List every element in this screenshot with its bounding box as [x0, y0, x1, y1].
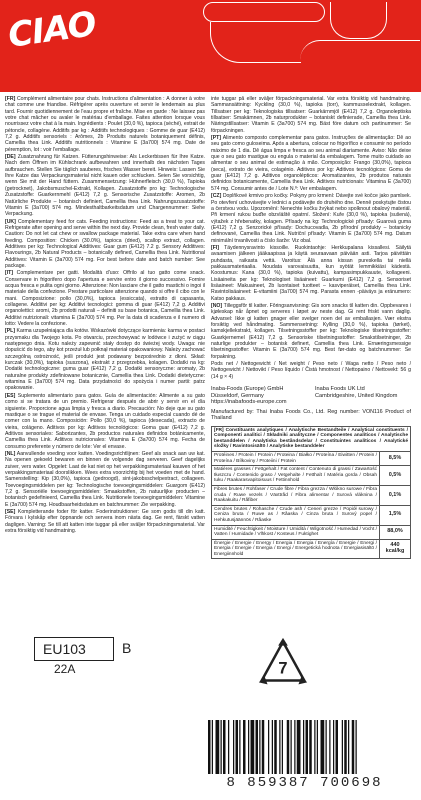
table-row [212, 485, 411, 505]
analysis-table [211, 426, 411, 560]
barcode-bar [294, 720, 295, 774]
paragraph-text: Complementary feed for cats. Feeding instructions: Feed as a treat to your cat. Refrigerate after opening and serve within the next day. Provide clean, fresh water daily. Caution: Do not let cat chew or swallow package material. Take extra care when hand feeding. Composition: Chicken (30.0%), tapioca (dried), scallop extract, collagen. Additives per kg: Technological Additives: Guar gum (E412) 7.2 g. Sensory Additives: Flavourings, 2b Natural Products – botanically defined, Camellia thea Link. Nutritional Additives: Vitamin E (3a700) 574 mg. For best before date and batch number: See package. [5, 218, 205, 269]
barcode-bar [342, 720, 343, 774]
table-row [212, 451, 411, 465]
barcode-bar [333, 720, 334, 774]
paragraph-text: Complément alimentaire pour chats. Instructions d'alimentation : À donner à votre chat comme une friandise. Réfrigérer après ouverture et servir le lendemain au plus tard. Fournir quotidiennement de l'eau propre et fraîche. Mise en garde : Ne laissez pas votre chat mâcher ou avaler le matériau d'emballage. Faites attention lorsque vous nourrissez votre chat à la main. Ingrédients : Poulet (30,0 %), tapioca (séché), extrait de pétoncle, collagène. Additifs par kg : Additifs technologiques : Gomme de guar (E412) 7,2 g. Additifs sensoriels : Arômes, 2b Produits naturels botaniquement définis, Camellia thea Link. Additifs nutritionnels : Vitamine E (3a700) 574 mg. Date de péremption, lot : voir l'emballage. [5, 96, 205, 153]
nutrient-label: Matières grasses / Fettgehalt / Fat content / Contenuto di grassi / Zawartość tłuszczu / Contenido graso / Vetgehalte / Fetthalt / Matéria gorda / Obsah tuku / Raakarasvapitoisuus / Fettinnhold [212, 466, 380, 486]
label-text [5, 96, 416, 630]
text-paragraph [211, 96, 411, 134]
text-paragraph [5, 451, 205, 508]
analysis-header: [FR] Constituants analytiques / Analytische Bestandteile / Analytical constituents / Componenti analitici / Składniki analityczne / Componentes analíticos / Analytische bestanddelen / Analytiska beståndsdelar / Constituintes analíticos / Analytické složky / Ravintosisältö / Analytiske bestanddeler [212, 426, 411, 451]
pack-tab-outline [210, 22, 301, 63]
text-paragraph [5, 270, 205, 327]
nutrient-label: Humidité / Feuchtigkeit / Moisture / Umidità / Wilgotność / Humedad / Vocht / Vatten / Humidade / Vlhkost / Kosteus / Fuktighet [212, 525, 380, 539]
barcode-bar [233, 720, 234, 774]
nutrient-value: 440 kcal/kg [380, 539, 411, 559]
nutrient-label: Énergie / Energie / Energy / Energia / Energia / Energía / Energie / Energi / Energia / Energie / Energia / Energi / Energetická hodnota / Energiasisältö / Energiinnhold [212, 539, 380, 559]
nutrient-label: Cendres brutes / Rohasche / Crude ash / Ceneri grezze / Popiół surowy / Ceniza bruta / Ruwe as / Råaska / Cinza bruta / Surový popel / Hehkutusjäännös / Råaske [212, 505, 380, 525]
paragraph-text: Zusatznahrung für Katzen. Fütterungshinweise: Als Leckerbissen für Ihre Katze. Nach dem Öffnen im Kühlschrank aufbewahren und innerhalb des nächsten Tages aufbrauchen. Stellen Sie täglich sauberes, frisches Wasser bereit. Hinweis: Lassen Sie Ihre Katze das Verpackungsmaterial nicht kauen oder schlucken. Seien Sie vorsichtig, wenn Sie mit der Hand füttern. Zusammensetzung: Hühnerfleisch (30,0 %), Tapioka (getrocknet), Jakobsmuschel-Extrakt, Kollagen. Zusatzstoffe pro kg: Technologische Zusatzstoffe: Guarkernmehl (E412) 7,2 g. Sensorische Zusatzstoffe: Aromen, 2b Natürliche Produkte – botanisch definiert, Camellia thea Link. Nahrungszusatzstoffe: Vitamin E (3a700) 574 mg. Mindesthaltbarkeitsdatum und Chargennummer: Siehe Verpackung. [5, 154, 205, 218]
table-row [212, 525, 411, 539]
paragraph-text: Kompletterande foder för katter. Foderinstruktioner: Ge som godis till din katt. Förvara i kylskåp efter öppnande och servera inom nästa dag. Ge rent, färskt vatten dagligen. Varning: Se till att katten inte tuggar på eller sväljer förpackningsmaterial. Var extra försiktig vid handmatning. [5, 509, 205, 535]
barcode-bar [336, 720, 339, 774]
barcode-bar [329, 720, 330, 774]
barcode-bar [314, 720, 315, 774]
text-paragraph [5, 328, 205, 391]
barcode-bar [317, 720, 318, 774]
text-paragraph [5, 509, 205, 534]
barcode-bar [221, 720, 222, 774]
barcode-bar [297, 720, 301, 774]
barcode-bar [279, 720, 280, 774]
recycle-number: 7 [278, 659, 288, 678]
barcode-bar [344, 720, 347, 774]
barcode-bar [356, 720, 357, 774]
paragraph-text: Aanvullende voeding voor katten. Voedingsrichtlijnen: Geef als snack aan uw kat. Na openen gekoeld bewaren en binnen de volgende dag serveren. Geef dagelijks zuiver, vers water. Opgelet: Laat de kat niet op het verpakkingsmateriaal kauwen of het verpakkingsmateriaal doorslikken. Wees extra voorzichtig bij het voeden met de hand. Samenstelling: Kip (30,0%), tapioca (gedroogd), sint-jakobsschelpextract, collageen. Toevoegingsmiddelen per kg: Technologische toevoegingsmiddelen: Guargom (E412) 7,2 g. Sensoriële toevoegingsmiddelen: Smaakstoffen, 2b natuurlijke producten – botanisch gedefinieerd, Camellia thea Link. Nutritionele toevoegingsmiddelen: Vitamine E (3a700) 574 mg. Houdbaarheidsdatum en batchnummer: Zie verpakking. [5, 450, 205, 508]
language-tag: [NL] [5, 450, 16, 457]
barcode-bar [303, 720, 304, 774]
text-paragraph [5, 219, 205, 270]
barcode-bar [208, 720, 211, 774]
nutrient-value: 0,5% [380, 466, 411, 486]
barcode-bar [306, 720, 309, 774]
paragraph-text: inte tuggar på eller sväljer förpackningsmaterial. Var extra försiktig vid handmatning. Sammansättning: Kyckling (30,0 %), tapioka (torr), kammusselextrakt, kollagen. Tillsatser per kg: Teknologiska tillsatser: Guarkärnmjöl (E412) 7,2 g. Organoleptiska tillsatser: Smakämnen, 2b naturprodukter – botaniskt definierade, Camellia thea Link. Näringstillsatser: Vitamin E (3a700) 574 mg. Bäst före datum och partinummer: Se förpackningen. [211, 96, 411, 134]
paragraph-text: Täydennysravinto kissoille. Ruokintaohje: Herkkupalana kissallesi. Säilytä avaamisen jälkeen jääkaapissa ja käytä seuraavaan päivään asti. Tarjoa päivittäin puhdasta, raikasta vettä. Varoitus: Älä anna kissan pureskella tai niellä pakkausmateriaalia. Noudata varovaisuutta, kun syötät lemmikkiäsi kädestä. Koostumus: Kana (30,0 %), tapioka (kuivattu), kampasimpukkauute, kollageeni. Lisäaineita per kg: Teknologiset lisäaineet: Guarkumi (E412) 7,2 g. Sensoriset lisäaineet: Makuaineet, 2b luontaiset tuotteet – kasviperäiset, Camellia thea Link. Ravintolisäaineet: E-vitamiini (3a700) 574 mg. Parasta ennen -päiväys ja eränumero: Katso pakkaus. [211, 244, 411, 302]
text-paragraph [211, 303, 411, 360]
barcode-bar [321, 720, 325, 774]
barcode-bar [262, 720, 265, 774]
text-paragraph [5, 393, 205, 450]
barcode-bar [248, 720, 249, 774]
language-tag: [FI] [211, 244, 219, 251]
pack-tab-outline [203, 2, 325, 22]
pack-tab-outline [300, 40, 420, 71]
barcode-bar [236, 720, 239, 774]
barcode-digits: 8 859387 700698 [226, 775, 383, 791]
barcode-bar [352, 720, 355, 774]
text-paragraph [5, 154, 205, 217]
nutrient-value: 1,5% [380, 505, 411, 525]
barcode-bar [287, 720, 290, 774]
pack-tab-outline [330, 2, 387, 39]
barcode-bar [239, 720, 240, 774]
lot-code: EU103 [43, 641, 86, 657]
barcode-icon [200, 720, 405, 780]
brand-header [0, 0, 421, 92]
table-row [212, 505, 411, 525]
lot-box [34, 637, 114, 661]
barcode-bar [216, 720, 220, 774]
table-row [212, 539, 411, 559]
language-tag: [NO] [211, 303, 223, 309]
language-tag: [FR] [5, 96, 16, 102]
language-tag: [CZ] [211, 193, 222, 200]
text-paragraph [211, 361, 411, 380]
language-tag: [PT] [211, 135, 221, 142]
table-row [212, 466, 411, 486]
barcode-bar [282, 720, 283, 774]
paragraph-text: Tilleggsfôr til katter. Fôringsanvisning: Gis som snacks til katten din. Oppbevares i kjøleskap når åpnet og serveres i løpet av neste dag. Gi rent friskt vann daglig. Advarsel: Ikke gi katten gnager eller svelger noen del av emballasjen. Vær ekstra forsiktig ved håndmating. Sammensetning: Kylling (30,0 %), tapioka (tørket), kamskjellekstrakt, kollagen. Tilsetningsstoffer per kg: Teknologiske tilsetningsstoffer: Guarkjernemel (E412) 7,2 g. Sensoriske tilsetningsstoffer: Smakstilsetninger, 2b naturlige produkter – botanisk definert, Camellia thea Link. Ernæringsmessige tilsetningsstoffer: Vitamin E (3a700) 574 mg. Best før-dato og batchnummer: Se forpakning. [211, 303, 411, 360]
language-tag: [ES] [5, 392, 16, 399]
barcode-bar [259, 720, 260, 774]
paragraph-text: Pods net / Nettogewicht / Net weight / Peso neto / Waga netto / Peso neto / Nettogewicht / Nettovikt / Peso líquido / Čistá hmotnost / Nettopaino / Nettovekt: 56 g (14 g × 4) [211, 361, 411, 380]
barcode-bar [223, 720, 226, 774]
lot-suffix: B [122, 640, 132, 656]
address-block [211, 386, 411, 406]
ciao-logo: CIAO [5, 4, 99, 56]
language-tag: [SE] [5, 509, 16, 515]
text-paragraph [5, 96, 205, 153]
barcode-bar [268, 720, 269, 774]
language-tag: [UK] [5, 218, 16, 225]
manufacturer-line: Manufactured by: Thai Inaba Foods Co., Ltd. Reg number: VON116 Product of Thailand [211, 408, 411, 422]
paragraph-text: Suplemento alimentario para gatos. Guía de alimentación: Alimente a su gato como si se tratara de un premio. Refrigerar después de abrir y servir en el día siguiente. Proporcione agua limpia y fresca a diario. Precaución: No deje que su gato mastique o se trague el material de envase. Tenga un cuidado especial cuando dé de comer con la mano. Composición: Pollo (30,0 %), tapioca (desecada), extracto de vieira, colágeno. Aditivos por kg: Aditivos tecnológicos: Goma guar (E412) 7,2 g. Aditivos sensoriales: Saborizantes, 2b productos naturales definidos botánicamente, Camellia thea Link. Aditivos nutricionales: Vitamina E (3a700) 574 mg. Fecha de consumo preferente y número de lote: Ver el envase. [5, 392, 205, 450]
nutrient-label: Fibres brutes / Rohfaser / Crude fibre / Fibra grezza / Włókno surowe / Fibra cruda / Ruwe vezels / Växttråd / Fibra alimentar / Surová vláknina / Raakakuitu / Råfiber [212, 485, 380, 505]
nutrient-value: 88,0% [380, 525, 411, 539]
paragraph-text: Complementare per gatti. Modalità d'uso: Offrilo al tuo gatto come snack. Conservare in frigorifero dopo l'apertura e servire entro il giorno successivo. Fornire acqua fresca e pulita ogni giorno. Attenzione: Non lasciare che il gatto mastichi o ingoi il materiale della confezione. Prestare particolare attenzione quando si offre il cibo con le mani. Composizione: pollo (30,0%), tapioca (essiccata), estratto di capasanta, collagene. Additivi per kg: Additivi tecnologici: gomma di guar (E412) 7,2 g. Additivi organolettici: aromi, 2b prodotti naturali – definiti su base botanica, Camellia thea Link. Additivi nutrizionali: vitamina E (3a700) 574 mg. Per la data di scadenza e il numero di lotto: Vedere la confezione. [5, 270, 205, 328]
paragraph-text: Doplňkové krmivo pro kočky. Pokyny pro krmení: Dávejte své kočce jako pamlsek. Po otevření uchovávejte v lednici a podávejte do druhého dne. Denně poskytujte čistou a čerstvou vodu. Upozornění: Nenechte kočku žvýkat nebo spolknout obalový materiál. Při krmení rukou buďte obzvláště opatrní. Složení: Kuře (30,0 %), tapioka (sušená), výtažek z hřebenatky, kolagen. Přísady na kg: Technologické přísady: Guarová guma (E412) 7,2 g. Senzorické přísady: Dochucovadla, 2b přírodní produkty – botanicky definované, Camellia thea Link. Nutriční přísady: Vitamin E (3a700) 574 mg. Datum minimální trvanlivosti a číslo šarže: Viz obal. [211, 193, 411, 244]
paragraph-text: Karma uzupełniająca dla kotów. Wskazówki dotyczące karmienia: karma w postaci przysmaku dla Twojego kota. Po otwarciu, przechowywać w lodówce i zużyć w ciągu następnego dnia. Kotu należy zapewnić stały dostęp do świeżej wody. Uwaga: nie dopuścić do tego, aby kot przeżuł lub połknął materiał opakowaniowy. Należy zachować szczególną ostrożność, jeśli produkt jest podawany bezpośrednio z dłoni. Skład: kurczak (30,0%), tapioka (suszona), ekstrakt z przegrzebka, kolagen. Dodatki na kg: Dodatki technologiczne: guma guar (E412) 7,2 g. Dodatki sensoryczne: aromaty, 2b naturalne produkty zdefiniowane botanicznie, Camellia thea Link. Dodatki dietetyczne: witamina E (3a700) 574 mg. Data przydatności do spożycia i numer partii: patrz opakowanie. [5, 328, 205, 392]
nutrient-label: Protéines / Protein / Protein / Proteina / Białko / Proteína / Eiwitten / Protein / Proteína / Bílkoviny / Proteiini / Protein [212, 451, 380, 465]
text-paragraph [211, 135, 411, 192]
address-eu: Inaba-Foods (Europe) GmbH Düsseldorf, Germany https://inabafoods-europe.com [211, 386, 287, 406]
barcode-bar [274, 720, 277, 774]
left-column [5, 96, 205, 630]
lot-line2: 22A [54, 662, 76, 676]
barcode-bar [326, 720, 327, 774]
language-tag: [DE] [5, 154, 16, 161]
barcode-bar [243, 720, 246, 774]
nutrient-value: 8,5% [380, 451, 411, 465]
recycle-icon [254, 636, 312, 694]
text-paragraph [211, 193, 411, 244]
barcode-bar [251, 720, 255, 774]
barcode-bar [348, 720, 349, 774]
barcode-bar [309, 720, 312, 774]
barcode-bar [256, 720, 259, 774]
barcode-bar [228, 720, 229, 774]
right-column [211, 96, 411, 630]
right-column-text [211, 96, 411, 380]
nutrient-value: 0,1% [380, 485, 411, 505]
language-tag: [PL] [5, 328, 15, 335]
barcode-bar [291, 720, 292, 774]
language-tag: [IT] [5, 270, 13, 277]
paragraph-text: Alimento composto complementar para gatos. Instruções de alimentação: Dê ao seu gato como guloseima. Após a abertura, colocar no frigorífico e consumir no período máximo de 1 dia. Dê água limpa e fresca ao seu animal diariamente. Aviso: Não deixe que o seu gato mastigue ou engula o material da embalagem. Tome muito cuidado ao alimentar o seu animal de estimação à mão. Composição: Frango (30,0%), tapioca (seca), extrato de vieira, colagénio. Aditivos por kg: Aditivos tecnológicos: Goma de guar (E412) 7,2 g. Aditivos organolépticos: Aromatizantes, 2b produtos naturais definidos botanicamente, Camellia thea Link. Aditivos nutricionais: Vitamina E (3a700) 574 mg. Consumir antes de / Lote N.º: Ver embalagem. [211, 135, 411, 192]
address-uk: Inaba Foods UK Ltd Cambridgeshire, United Kingdom [315, 386, 398, 399]
barcode-bar [212, 720, 213, 774]
barcode-bar [272, 720, 273, 774]
text-paragraph [211, 245, 411, 302]
